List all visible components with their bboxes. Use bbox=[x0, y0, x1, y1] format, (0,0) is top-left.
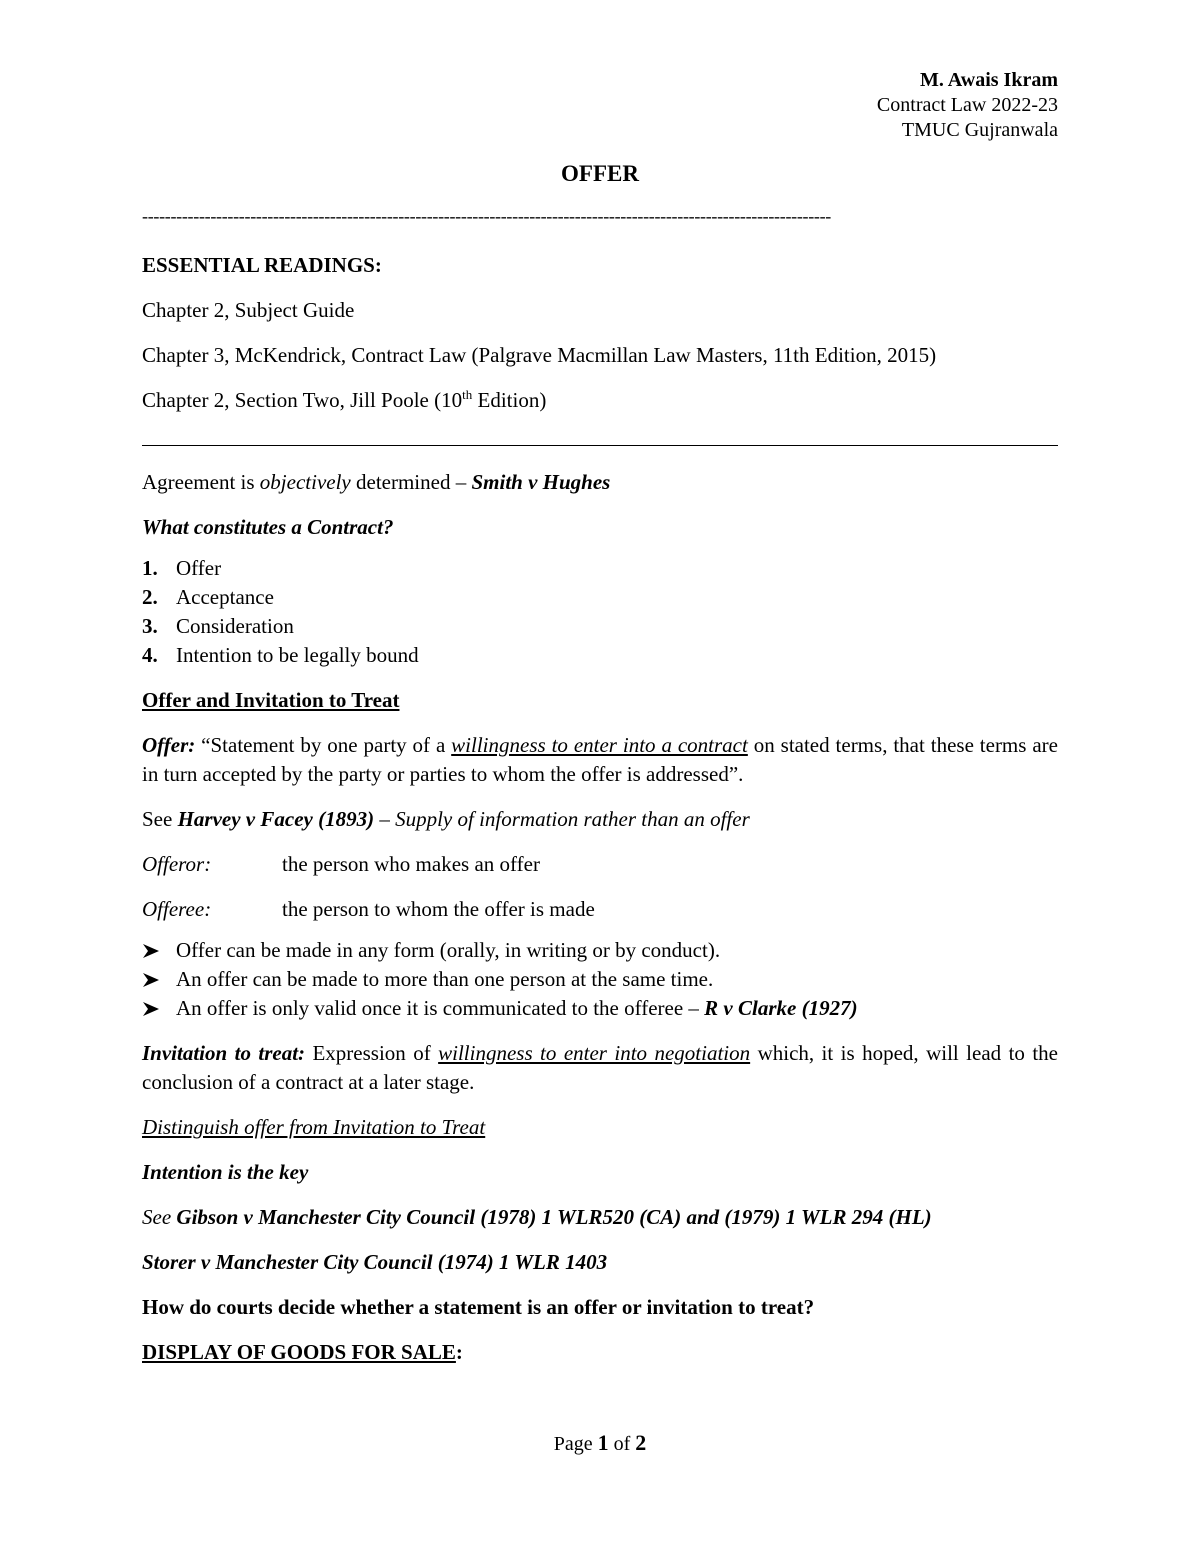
dashed-divider: ------------------------------------------------------------------------------------------------------------------------- bbox=[142, 206, 831, 226]
course-name: Contract Law 2022-23 bbox=[876, 94, 1058, 116]
list-item: 2. Acceptance bbox=[142, 585, 274, 609]
reading-item: Chapter 2, Subject Guide bbox=[142, 298, 355, 322]
list-item: 3. Consideration bbox=[142, 614, 294, 638]
offer-definition: Offer: “Statement by one party of a willingness to enter into a contract on stated terms, that these terms are in turn accepted by the party or parties to whom the offer is addressed”. bbox=[142, 733, 1058, 786]
list-item: 1. Offer bbox=[142, 556, 222, 580]
contract-elements-list bbox=[142, 554, 1058, 670]
current-page-number: 1 bbox=[597, 1430, 609, 1455]
page-title: OFFER bbox=[561, 161, 639, 186]
definition-row: Offeree: the person to whom the offer is made bbox=[142, 897, 595, 921]
arrow-bullet-icon bbox=[142, 936, 176, 965]
institution-name: TMUC Gujranwala bbox=[901, 119, 1058, 141]
list-item: 4. Intention to be legally bound bbox=[142, 643, 419, 667]
gibson-reference: See Gibson v Manchester City Council (1978) 1 WLR520 (CA) and (1979) 1 WLR 294 (HL) bbox=[142, 1205, 932, 1229]
total-pages: 2 bbox=[635, 1430, 647, 1455]
page-content bbox=[142, 68, 1058, 1367]
readings-heading: ESSENTIAL READINGS: bbox=[142, 253, 382, 277]
offer-rules-list bbox=[142, 936, 1058, 1023]
list-item: Offer can be made in any form (orally, in writing or by conduct). bbox=[142, 936, 1058, 965]
page-footer: Page 1 of 2 bbox=[553, 1430, 647, 1455]
author-name: M. Awais Ikram bbox=[920, 69, 1058, 91]
document-header bbox=[142, 68, 1058, 143]
list-item: An offer can be made to more than one person at the same time. bbox=[142, 965, 1058, 994]
constitutes-heading: What constitutes a Contract? bbox=[142, 515, 394, 539]
list-item: An offer is only valid once it is communicated to the offeree – R v Clarke (1927) bbox=[142, 994, 1058, 1023]
agreement-line: Agreement is objectively determined – Smith v Hughes bbox=[142, 470, 611, 494]
definition-row: Offeror: the person who makes an offer bbox=[142, 852, 540, 876]
display-goods-heading: DISPLAY OF GOODS FOR SALE: bbox=[142, 1340, 463, 1364]
solid-divider bbox=[142, 445, 1058, 446]
storer-reference: Storer v Manchester City Council (1974) 1 WLR 1403 bbox=[142, 1250, 608, 1274]
reading-item: Chapter 2, Section Two, Jill Poole (10th Edition) bbox=[142, 387, 547, 412]
intention-key: Intention is the key bbox=[142, 1160, 309, 1184]
offer-itt-heading: Offer and Invitation to Treat bbox=[142, 688, 400, 712]
arrow-bullet-icon bbox=[142, 994, 176, 1023]
harvey-reference: See Harvey v Facey (1893) – Supply of information rather than an offer bbox=[142, 807, 750, 831]
itt-definition: Invitation to treat: Expression of willingness to enter into negotiation which, it is hoped, will lead to the conclusion of a contract at a later stage. bbox=[142, 1041, 1058, 1094]
courts-question: How do courts decide whether a statement is an offer or invitation to treat? bbox=[142, 1295, 815, 1319]
distinguish-heading: Distinguish offer from Invitation to Treat bbox=[142, 1115, 486, 1139]
case-citation: Smith v Hughes bbox=[471, 470, 611, 494]
arrow-bullet-icon bbox=[142, 965, 176, 994]
reading-item: Chapter 3, McKendrick, Contract Law (Palgrave Macmillan Law Masters, 11th Edition, 2015) bbox=[142, 343, 937, 367]
